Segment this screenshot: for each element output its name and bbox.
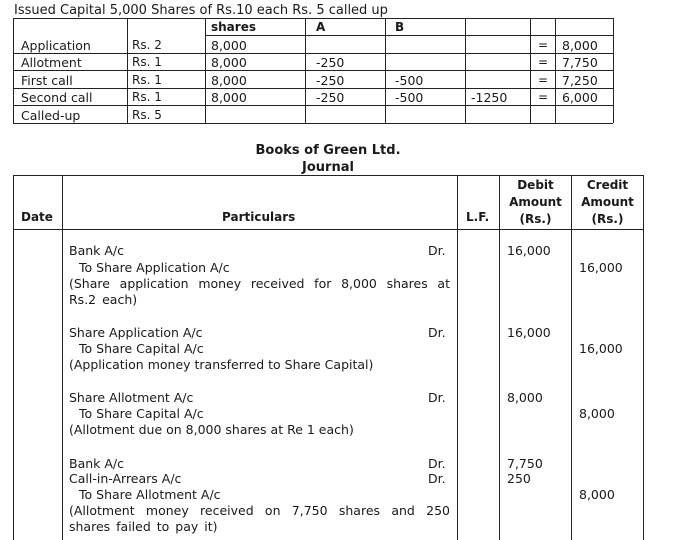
calc-shares: 8,000	[211, 90, 247, 105]
account-credit-line: To Share Capital A/c	[79, 341, 204, 356]
account-credit-line: To Share Allotment A/c	[79, 487, 221, 502]
calc-eq: =	[538, 73, 549, 87]
journal-header-particulars: Particulars	[222, 210, 296, 224]
dr-marker: Dr.	[428, 471, 446, 486]
calc-total: 6,000	[562, 90, 598, 105]
debit-amount: 7,750	[507, 456, 543, 471]
debit-amount: 8,000	[507, 390, 543, 405]
debit-amount: 16,000	[507, 325, 551, 340]
journal-title: Books of Green Ltd.	[255, 143, 401, 158]
journal-header-lf: L.F.	[466, 210, 490, 224]
narration: (Allotment money received on 7,750 shares and 250 shares failed to pay it)	[69, 503, 450, 534]
calc-eq: =	[538, 38, 549, 52]
calc-header-a: A	[316, 20, 326, 34]
calc-rate: Rs. 2	[132, 38, 162, 52]
calc-eq: =	[538, 55, 549, 69]
journal-header-date: Date	[21, 210, 53, 224]
calc-label: First call	[21, 73, 73, 88]
calc-total: 7,750	[562, 55, 598, 70]
calc-total: 8,000	[562, 38, 598, 53]
account-debit-line: Share Application A/c	[69, 325, 203, 340]
calc-shares: 8,000	[211, 38, 247, 53]
narration: (Share application money received for 8,000 shares at Rs.2 each)	[69, 276, 450, 307]
dr-marker: Dr.	[428, 243, 446, 258]
credit-amount: 16,000	[579, 260, 623, 275]
calc-b: -500	[395, 90, 424, 105]
calc-a: -250	[316, 90, 345, 105]
calc-total: 7,250	[562, 73, 598, 88]
calc-shares: 8,000	[211, 73, 247, 88]
dr-marker: Dr.	[428, 390, 446, 405]
account-debit-line: Call-in-Arrears A/c	[69, 471, 182, 486]
calc-rate: Rs. 5	[132, 108, 162, 122]
calc-header-b: B	[395, 20, 405, 34]
calc-a: -250	[316, 73, 345, 88]
account-credit-line: To Share Application A/c	[79, 260, 230, 275]
journal-subtitle: Journal	[302, 160, 354, 175]
calc-header-shares: shares	[211, 20, 256, 34]
calc-label: Allotment	[21, 55, 82, 70]
account-debit-line: Share Allotment A/c	[69, 390, 194, 405]
dr-marker: Dr.	[428, 456, 446, 471]
calc-rate: Rs. 1	[132, 90, 162, 104]
account-debit-line: Bank A/c	[69, 243, 125, 258]
credit-amount: 8,000	[579, 487, 615, 502]
calc-c: -1250	[471, 90, 508, 105]
calc-eq: =	[538, 90, 549, 104]
calc-a: -250	[316, 55, 345, 70]
dr-marker: Dr.	[428, 325, 446, 340]
calc-rate: Rs. 1	[132, 73, 162, 87]
calc-label: Second call	[21, 90, 93, 105]
calc-shares: 8,000	[211, 55, 247, 70]
debit-amount: 16,000	[507, 243, 551, 258]
narration: (Allotment due on 8,000 shares at Re 1 each)	[69, 422, 354, 437]
debit-amount: 250	[507, 471, 531, 486]
journal-header-credit: Credit Amount (Rs.)	[581, 178, 634, 226]
credit-amount: 16,000	[579, 341, 623, 356]
calc-label: Called-up	[21, 108, 81, 123]
account-debit-line: Bank A/c	[69, 456, 125, 471]
calc-rate: Rs. 1	[132, 55, 162, 69]
journal-header-debit: Debit Amount (Rs.)	[509, 178, 562, 226]
credit-amount: 8,000	[579, 406, 615, 421]
account-credit-line: To Share Capital A/c	[79, 406, 204, 421]
calc-label: Application	[21, 38, 91, 53]
calc-b: -500	[395, 73, 424, 88]
narration: (Application money transferred to Share Capital)	[69, 357, 374, 372]
page-heading: Issued Capital 5,000 Shares of Rs.10 each Rs. 5 called up	[14, 3, 388, 18]
